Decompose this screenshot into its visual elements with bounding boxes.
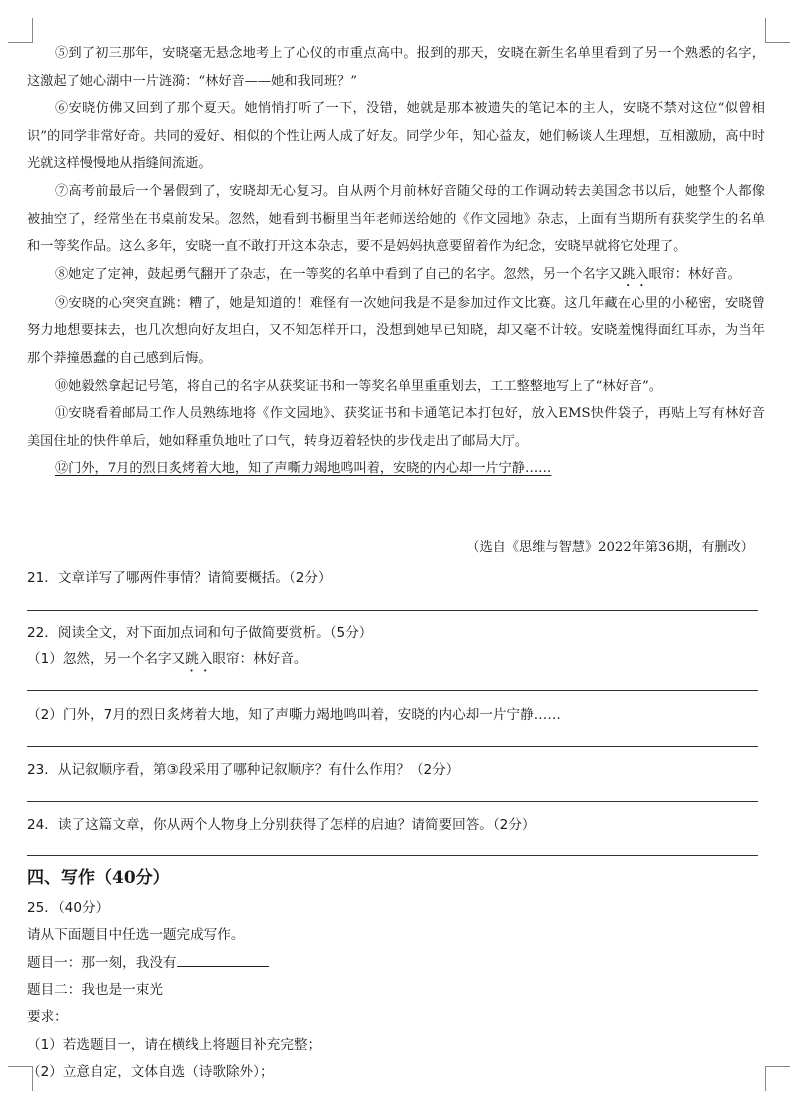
paragraph-11: ⑪安晓看着邮局工作人员熟练地将《作文园地》、获奖证书和卡通笔记本打包好，放入EMS快件袋子，再贴上写有林好音美国住址的快件单后，她如释重负地吐了口气，转身迈着轻快的步伐走出了邮局大厅。 <box>27 406 765 449</box>
paragraph-8-text-a: ⑧她定了定神，鼓起勇气翻开了杂志，在一等奖的名单中看到了自己的名字。忽然，另一个名字又 <box>55 266 623 282</box>
paragraph-5: ⑤到了初三那年，安晓毫无悬念地考上了心仪的市重点高中。报到的那天，安晓在新生名单里看到了另一个熟悉的名字，这激起了她心湖中一片涟漪：“林好音——她和我同班？” <box>27 46 765 89</box>
crop-mark-top-right <box>765 18 790 43</box>
paragraph-9: ⑨安晓的心突突直跳：糟了，她是知道的！难怪有一次她问我是不是参加过作文比赛。这几年藏在心里的小秘密，安晓曾努力地想要抹去，也几次想向好友坦白，又不知怎样开口，没想到她早已知晓，却又毫不计较。安晓羞愧得面红耳赤，为当年那个莽撞愚蠢的自己感到后悔。 <box>27 295 765 366</box>
question-25: 25．（40分） <box>27 900 110 916</box>
topic-two: 题目二：我也是一束光 <box>27 982 163 998</box>
answer-line-21[interactable] <box>27 610 758 611</box>
answer-line-22-2[interactable] <box>27 746 758 747</box>
underlined-sentence: ⑫门外，7月的烈日炙烤着大地，知了声嘶力竭地鸣叫着，安晓的内心却一片宁静…… <box>55 461 552 477</box>
topic-one <box>27 951 269 971</box>
writing-section-title: 四、写作（40分） <box>27 868 170 888</box>
question-21: 21．文章详写了哪两件事情？请简要概括。（2分） <box>27 570 332 586</box>
topic-blank[interactable] <box>177 954 269 967</box>
reading-passage <box>27 40 765 483</box>
emphasized-word: 跳入 <box>185 651 213 667</box>
answer-line-24[interactable] <box>27 855 758 856</box>
requirement-1: （1）若选题目一，请在横线上将题目补充完整； <box>27 1037 322 1053</box>
requirements-label: 要求： <box>27 1009 68 1025</box>
writing-instruction: 请从下面题目中任选一题完成写作。 <box>27 927 245 943</box>
paragraph-8 <box>27 261 765 290</box>
q22-1-text-b: 眼帘：林好音。 <box>212 651 308 667</box>
answer-line-22-1[interactable] <box>27 690 758 691</box>
paragraph-8-text-b: 眼帘：林好音。 <box>648 266 741 282</box>
paragraph-7: ⑦高考前最后一个暑假到了，安晓却无心复习。自从两个月前林好音随父母的工作调动转去美国念书以后，她整个人都像被抽空了，经常坐在书桌前发呆。忽然，她看到书橱里当年老师送给她的《作文园地》杂志，上面有当期所有获奖学生的名单和一等奖作品。这么多年，安晓一直不敢打开这本杂志，要不是妈妈执意要留着作为纪念，安晓早就将它处理了。 <box>27 183 765 255</box>
question-22-part-1 <box>27 647 308 675</box>
emphasized-word: 跳入 <box>622 266 649 282</box>
paragraph-6: ⑥安晓仿佛又回到了那个夏天。她悄悄打听了一下，没错，她就是那本被遗失的笔记本的主人，安晓不禁对这位“似曾相识”的同学非常好奇。共同的爱好、相似的个性让两人成了好友。同学少年，知心益友，她们畅谈人生理想，互相激励，高中时光就这样慢慢地从指缝间流逝。 <box>27 101 765 172</box>
question-24: 24．读了这篇文章，你从两个人物身上分别获得了怎样的启迪？请简要回答。（2分） <box>27 817 536 833</box>
question-22: 22．阅读全文，对下面加点词和句子做简要赏析。（5分） <box>27 625 373 641</box>
crop-mark-bottom-right <box>765 1066 790 1091</box>
q22-1-text-a: （1）忽然，另一个名字又 <box>27 651 186 667</box>
topic-one-text: 题目一：那一刻，我没有 <box>27 955 177 971</box>
paragraph-12 <box>27 455 765 483</box>
source-citation: （选自《思维与智慧》2022年第36期，有删改） <box>466 540 754 555</box>
answer-line-23[interactable] <box>27 801 758 802</box>
question-23: 23．从记叙顺序看，第③段采用了哪种记叙顺序？有什么作用？（2分） <box>27 762 460 778</box>
requirement-2: （2）立意自定，文体自选（诗歌除外）； <box>27 1064 274 1080</box>
question-22-part-2: （2）门外，7月的烈日炙烤着大地，知了声嘶力竭地鸣叫着，安晓的内心却一片宁静…… <box>27 707 561 723</box>
paragraph-10: ⑩她毅然拿起记号笔，将自己的名字从获奖证书和一等奖名单里重重划去，工工整整地写上了“林好音”。 <box>55 378 662 394</box>
